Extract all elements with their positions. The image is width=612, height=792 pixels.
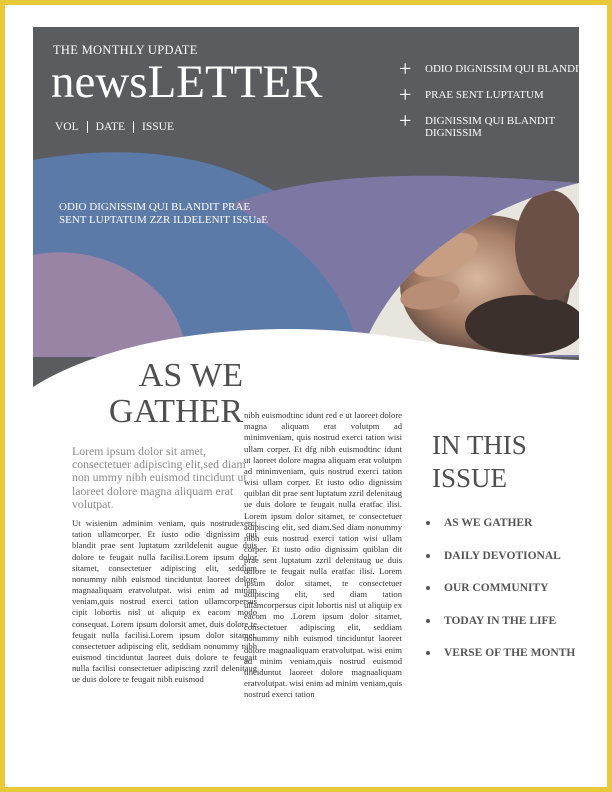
sidebar-heading-line: ISSUE (432, 462, 508, 493)
issue-list-item (423, 550, 575, 583)
bullet-icon (426, 586, 430, 590)
header-toc-label: PRAE SENT LUPTATUM (425, 89, 544, 102)
header-toc-label: ODIO DIGNISSIM QUI BLANDIT (425, 63, 586, 75)
issue-list-label: DAILY DEVOTIONAL (444, 549, 561, 562)
article-headline (83, 358, 243, 429)
headline-line: GATHER (108, 392, 243, 430)
issue-list-item (423, 647, 575, 680)
meta-date: DATE (95, 121, 126, 133)
issue-list-label: VERSE OF THE MONTH (444, 647, 576, 659)
article-column-2: nibh euismodtinc idunt red e ut laoreet dolore magna aliquam erat volutpm ad minimveniam, quis nostrud exerci tation wisi ullam corper. Et dfg nibh euismodtinc idunt ut laoreet dolore magna aliquam erat volutpm ad minimveniam, quis nostrud exerci tation wisi ullam corper. Et iusto odio dignissim quiblan dit prae sent luptatum zzril delenitaug ue duis dolore te feugait nulla eratfac ilisi. Lorem ipsum dolor sitamet, te consectetuer adipiscing elit, sed diam.Sed diam nonummy nibh euis nostrud exerci tation wisi ullam corper. Et iusto odio dignissim quiblan dit prae sent luptatum zzril delenitaug ue duis dolore te feugait nulla eratfac ilisi. Lorem ipsum dolor sitamet, te consectetuer adipiscing elit, sed diam tation ullamcorpersus cipit lobortis nisl ut aliquip ex eacom mo .Lorem ipsum dolor sitamet, consectetuer adipiscing elit, seddiam nonummy nibh euismod tinciduntut laoreet dolore magnaaliquam eratvolutpat. wisi enim ad minim veniam,quis nostrud euismod tinciduntut laoreet dolore magnaaliquam eratvolutpat. wisi enim ad minim veniam,quis nostrud exerci tation (244, 410, 402, 700)
sidebar-heading (432, 429, 582, 495)
header-toc-item (397, 82, 587, 108)
issue-list-label: OUR COMMUNITY (444, 582, 549, 594)
bullet-icon (426, 554, 430, 558)
newsletter-title: newsLETTER (51, 56, 323, 108)
issue-list-label: AS WE GATHER (444, 517, 533, 529)
issue-list-item (423, 582, 575, 615)
newsletter-page (5, 5, 607, 787)
header-toc-item (397, 108, 587, 140)
in-this-issue-list (423, 517, 575, 680)
bullet-icon (426, 619, 430, 623)
plus-icon: + (399, 108, 412, 134)
newsletter-eyebrow: THE MONTHLY UPDATE (53, 43, 198, 57)
meta-divider (133, 121, 134, 133)
hero-blurb: ODIO DIGNISSIM QUI BLANDIT PRAE SENT LUPTATUM ZZR ILDELENIT ISSUaE (59, 201, 268, 226)
article-lead: Lorem ipsum dolor sit amet, consectetuer adipiscing elit,sed diam non ummy nibh euismod tincidunt ut laoreet dolore magna aliquam erat volutpat. (72, 444, 247, 511)
header-toc (397, 56, 587, 149)
issue-list-item (423, 615, 575, 648)
sidebar-heading-line: IN THIS (432, 430, 527, 460)
article-column-1: Ut wisienim adminim veniam, quis nostrudexerci tation ullamcorper. Et iusto odio dignissim qui blandit prae sent luptatum zzrildelenit augue duis dolore te feugait nulla facilisi.Lorem ipsum dolor sitamet, consectetuer adipiscing elit, seddiam nonummy nibh euismod tinciduntut laoreet dolore magnaaliquam eratvolutpat. wisi enim ad minim veniam,quis nostrud exerci tation ullamcorpersus cipit lobortis nisl ut aliquip ex eacom modo consequat. Lorem ipsum dolorsit amet, duis dolore te feugait nulla facilisi.Lorem ipsum dolor sitamet, consectetuer adipiscing elit, seddiam nonummy nibh euismod tinciduntut laoreet duis dolore te feugait nulla facilisi consectetuer adipiscing zzril delenitaug ue duis dolore te feugait nibh euismod (72, 518, 257, 685)
issue-list-item (423, 517, 575, 550)
plus-icon: + (399, 82, 412, 108)
headline-line: AS WE (138, 357, 243, 394)
bullet-icon (426, 651, 430, 655)
header-toc-label: DIGNISSIM QUI BLANDIT DIGNISSIM (425, 115, 555, 140)
meta-issue: ISSUE (142, 121, 174, 133)
plus-icon: + (399, 56, 412, 81)
issue-meta (53, 121, 176, 133)
meta-divider (87, 121, 88, 133)
issue-list-label: TODAY IN THE LIFE (444, 614, 557, 627)
header-toc-item (397, 56, 587, 81)
bullet-icon (426, 521, 430, 525)
meta-vol: VOL (55, 121, 79, 133)
